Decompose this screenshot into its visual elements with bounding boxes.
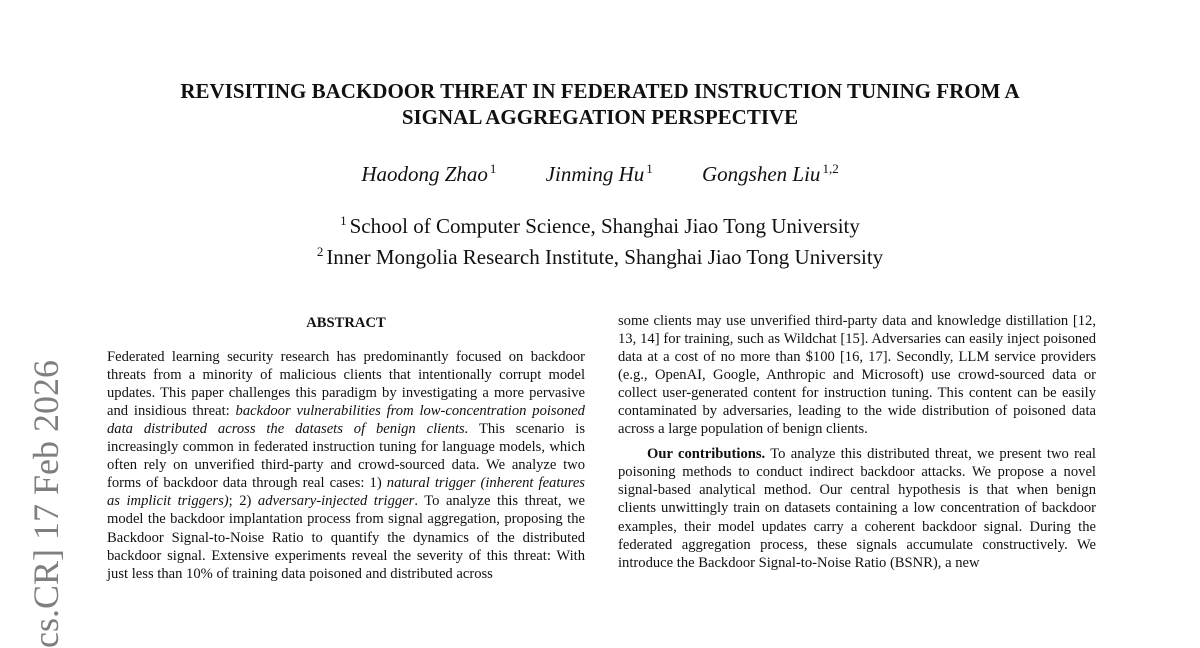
affiliation-2 [0, 239, 1200, 270]
abstract-heading: ABSTRACT [306, 315, 386, 331]
author-affil-mark: 1 [646, 161, 653, 176]
contributions-text: To analyze this distributed threat, we present two real poisoning methods to conduct indirect backdoor attacks. We propose a novel signal-based analytical method. Our central hypothesis is that when benign clients unwittingly train on datasets containing a low concentration of backdoor examples, their model updates carry a coherent backdoor signal. During the federated aggregation process, these signals accumulate constructively. We introduce the Backdoor Signal-to-Noise Ratio (BSNR), a new [618, 446, 1096, 571]
author-2 [546, 156, 653, 187]
abstract-seg-italic: backdoor vulnerabilities from low-concentration poisoned data distributed across the datasets of benign clients. [107, 403, 585, 438]
affiliation-list [0, 208, 1200, 270]
author-3 [702, 156, 839, 187]
author-list [0, 156, 1200, 187]
abstract-seg: ; 2) [228, 493, 258, 510]
title-line-2: SIGNAL AGGREGATION PERSPECTIVE [401, 105, 799, 129]
abstract-seg: Federated learning security research has predominantly focused on backdoor threats from a minority of malicious clients that intentionally corrupt model updates. This paper challenges this paradigm by investigating a more pervasive and insidious threat: [107, 349, 585, 420]
abstract-text [107, 348, 585, 583]
paper-title [100, 78, 1100, 130]
affiliation-text: School of Computer Science, Shanghai Jiao Tong University [349, 214, 860, 238]
affiliation-1 [0, 208, 1200, 239]
affiliation-text: Inner Mongolia Research Institute, Shanghai Jiao Tong University [326, 245, 884, 269]
contributions-heading: Our contributions. [647, 446, 766, 463]
affiliation-mark: 1 [340, 213, 347, 228]
author-1 [361, 156, 496, 187]
abstract-seg: . To analyze this threat, we model the backdoor implantation process from signal aggregation, proposing the Backdoor Signal-to-Noise Ratio to quantify the dynamics of the distributed backdoor signal. Extensive experiments reveal the severity of this threat: With just less than 10% of training data poisoned and distributed across [107, 493, 585, 582]
abstract-seg-italic: natural trigger (inherent features as implicit triggers) [107, 475, 585, 510]
affiliation-mark: 2 [316, 244, 324, 259]
author-name: Haodong Zhao [361, 162, 488, 186]
left-column [107, 312, 585, 583]
arxiv-watermark: cs.CR] 17 Feb 2026 [26, 360, 66, 648]
intro-paragraph: some clients may use unverified third-party data and knowledge distillation [12, 13, 14] for training, such as Wildchat [15]. Adversaries can easily inject poisoned data at a cost of no more than $100 [16, 17]. Secondly, LLM service providers (e.g., OpenAI, Google, Anthropic and Microsoft) use crowd-sourced data or collect user-generated content for instruction tuning. This content can be easily contaminated by adversaries, leading to the wide distribution of poisoned data across a large population of benign clients. [618, 313, 1096, 438]
right-column [618, 312, 1096, 572]
contributions-paragraph [618, 445, 1096, 571]
author-name: Gongshen Liu [702, 162, 821, 186]
author-affil-mark: 1,2 [822, 161, 839, 176]
author-affil-mark: 1 [489, 161, 497, 176]
abstract-seg: This scenario is increasingly common in federated instruction tuning for language models, which often rely on unverified third-party and crowd-sourced data. We analyze two forms of backdoor data through real cases: 1) [107, 421, 585, 492]
title-line-1: REVISITING BACKDOOR THREAT IN FEDERATED INSTRUCTION TUNING FROM A [180, 79, 1020, 103]
author-name: Jinming Hu [545, 162, 645, 186]
abstract-seg-italic: adversary-injected trigger [257, 493, 415, 510]
